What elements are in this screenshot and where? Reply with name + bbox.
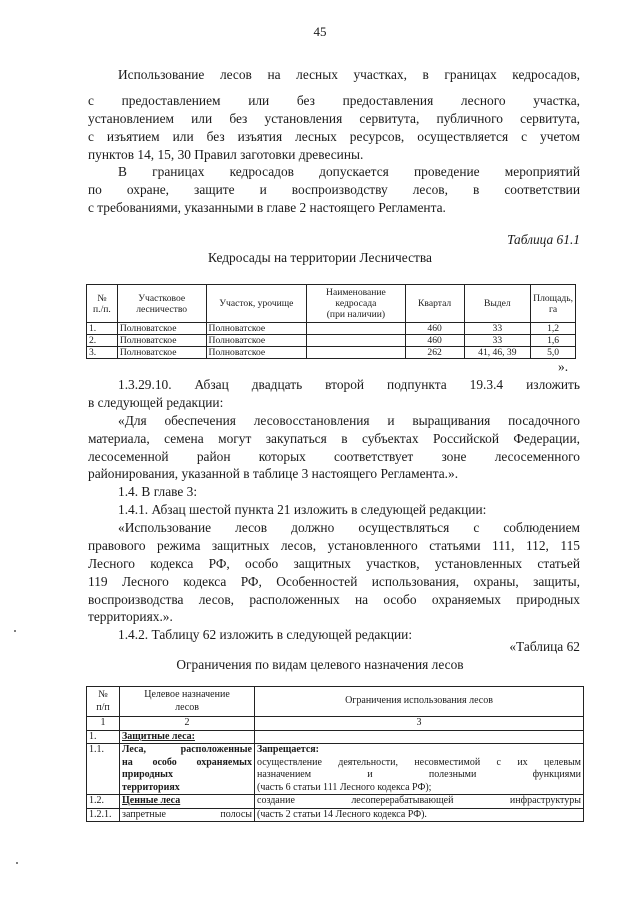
text-line: «Для обеспечения лесовосстановления и выращивания посадочного xyxy=(118,413,580,428)
cell: Полноватское xyxy=(117,323,206,335)
cell: Полноватское xyxy=(206,323,307,335)
closing-quote: ». xyxy=(558,359,569,374)
text-line: по охране, защите и воспроизводству лесов, в соответствии xyxy=(88,182,580,197)
header-cell: Выдел xyxy=(464,285,531,323)
table-62-label: «Таблица 62 xyxy=(509,639,580,654)
header-cell: Участок, урочище xyxy=(206,285,307,323)
header-cell: Ограничения использования лесов xyxy=(255,687,584,717)
cell: 1. xyxy=(87,323,118,335)
header-cell: Площадь, га xyxy=(531,285,576,323)
header-cell: № п/п xyxy=(87,687,120,717)
scan-speck xyxy=(16,862,18,864)
table-row xyxy=(87,744,584,795)
table-row xyxy=(87,323,576,335)
text-line: лесосеменной район которых соответствует зоне лесосеменного xyxy=(88,449,580,464)
text-line: территориях.». xyxy=(88,609,173,624)
cell: (часть 2 статьи 14 Лесного кодекса РФ). xyxy=(255,808,584,822)
table-61-title: Кедросады на территории Лесничества xyxy=(208,250,432,265)
cell: Запрещается: осуществление деятельности, несовместимой с их целевым назначением и полезными функциями (часть 6 статьи 111 Лесного кодекса РФ); xyxy=(255,744,584,795)
table-header-row xyxy=(87,687,584,717)
table-header-row xyxy=(87,285,576,323)
cell: 1 xyxy=(87,717,120,731)
cell: запретные полосы xyxy=(120,808,255,822)
cell: 1.1. xyxy=(87,744,120,795)
text-line: «Использование лесов должно осуществляться с соблюдением xyxy=(118,520,580,535)
cell: 2 xyxy=(120,717,255,731)
cell: 460 xyxy=(405,335,464,347)
cell: Ценные леса xyxy=(120,795,255,809)
table-62-title: Ограничения по видам целевого назначения лесов xyxy=(176,657,464,672)
cell: 33 xyxy=(464,335,531,347)
text-line: 119 Лесного кодекса РФ, Особенностей использования, охраны, защиты, xyxy=(88,574,580,589)
table-62 xyxy=(86,686,584,822)
cell xyxy=(307,347,406,359)
cell xyxy=(307,335,406,347)
text-line: с требованиями, указанными в главе 2 настоящего Регламента. xyxy=(88,200,446,215)
text-line: в следующей редакции: xyxy=(88,395,224,410)
cell: Полноватское xyxy=(206,347,307,359)
cell: 460 xyxy=(405,323,464,335)
text-line: материала, семена могут закупаться в субъектах Российской Федерации, xyxy=(88,431,580,446)
column-number-row xyxy=(87,717,584,731)
cell: 1,6 xyxy=(531,335,576,347)
text-line: воспроизводства лесов, расположенных на особо охраняемых природных xyxy=(88,592,580,607)
cell: 5,0 xyxy=(531,347,576,359)
table-61 xyxy=(86,284,576,359)
cell: 33 xyxy=(464,323,531,335)
page-number: 45 xyxy=(313,24,327,39)
header-cell: Квартал xyxy=(405,285,464,323)
amendment-1-4-2: 1.4.2. Таблицу 62 изложить в следующей редакции: xyxy=(118,627,413,642)
text-line: с изъятием или без изъятия лесных ресурсов, осуществляется с учетом xyxy=(88,129,580,144)
header-cell: № п./п. xyxy=(87,285,118,323)
amendment-1-4-1: 1.4.1. Абзац шестой пункта 21 изложить в следующей редакции: xyxy=(118,502,487,517)
scan-speck xyxy=(14,630,16,632)
header-cell: Целевое назначение лесов xyxy=(120,687,255,717)
cell: Защитные леса: xyxy=(120,730,255,744)
text-line: районирования, указанной в таблице 3 настоящего Регламента.». xyxy=(88,466,459,481)
cell: 3 xyxy=(255,717,584,731)
cell xyxy=(307,323,406,335)
cell: 1,2 xyxy=(531,323,576,335)
header-cell: Участковое лесничество xyxy=(117,285,206,323)
cell: Леса, расположенные на особо охраняемых природных территориях xyxy=(120,744,255,795)
cell: Полноватское xyxy=(206,335,307,347)
cell: создание лесоперерабатывающей инфраструктуры xyxy=(255,795,584,809)
text-line: установлением или без установления сервитута, публичного сервитута, xyxy=(88,111,580,126)
text-line: Лесного кодекса РФ, особо защитных участков, установленных статьей xyxy=(88,556,580,571)
header-cell: Наименование кедросада (при наличии) xyxy=(307,285,406,323)
cell: 3. xyxy=(87,347,118,359)
text-line: В границах кедросадов допускается проведение мероприятий xyxy=(118,164,580,179)
cell: 262 xyxy=(405,347,464,359)
table-row xyxy=(87,347,576,359)
cell: 1.2. xyxy=(87,795,120,809)
cell: 41, 46, 39 xyxy=(464,347,531,359)
amendment-1-4: 1.4. В главе 3: xyxy=(118,484,198,499)
cell: 1. xyxy=(87,730,120,744)
text-line: пунктов 14, 15, 30 Правил заготовки древесины. xyxy=(88,147,364,162)
table-row xyxy=(87,730,584,744)
table-61-label: Таблица 61.1 xyxy=(507,232,580,247)
text-line: с предоставлением или без предоставления лесного участка, xyxy=(88,93,580,108)
cell: 2. xyxy=(87,335,118,347)
text-line: 1.3.29.10. Абзац двадцать второй подпункта 19.3.4 изложить xyxy=(118,377,580,392)
cell xyxy=(255,730,584,744)
cell: Полноватское xyxy=(117,335,206,347)
text-line: правового режима защитных лесов, установленного статьями 111, 112, 115 xyxy=(88,538,580,553)
cell: 1.2.1. xyxy=(87,808,120,822)
table-row xyxy=(87,808,584,822)
cell: Полноватское xyxy=(117,347,206,359)
table-row xyxy=(87,335,576,347)
table-row xyxy=(87,795,584,809)
text-line: Использование лесов на лесных участках, в границах кедросадов, xyxy=(118,67,580,82)
